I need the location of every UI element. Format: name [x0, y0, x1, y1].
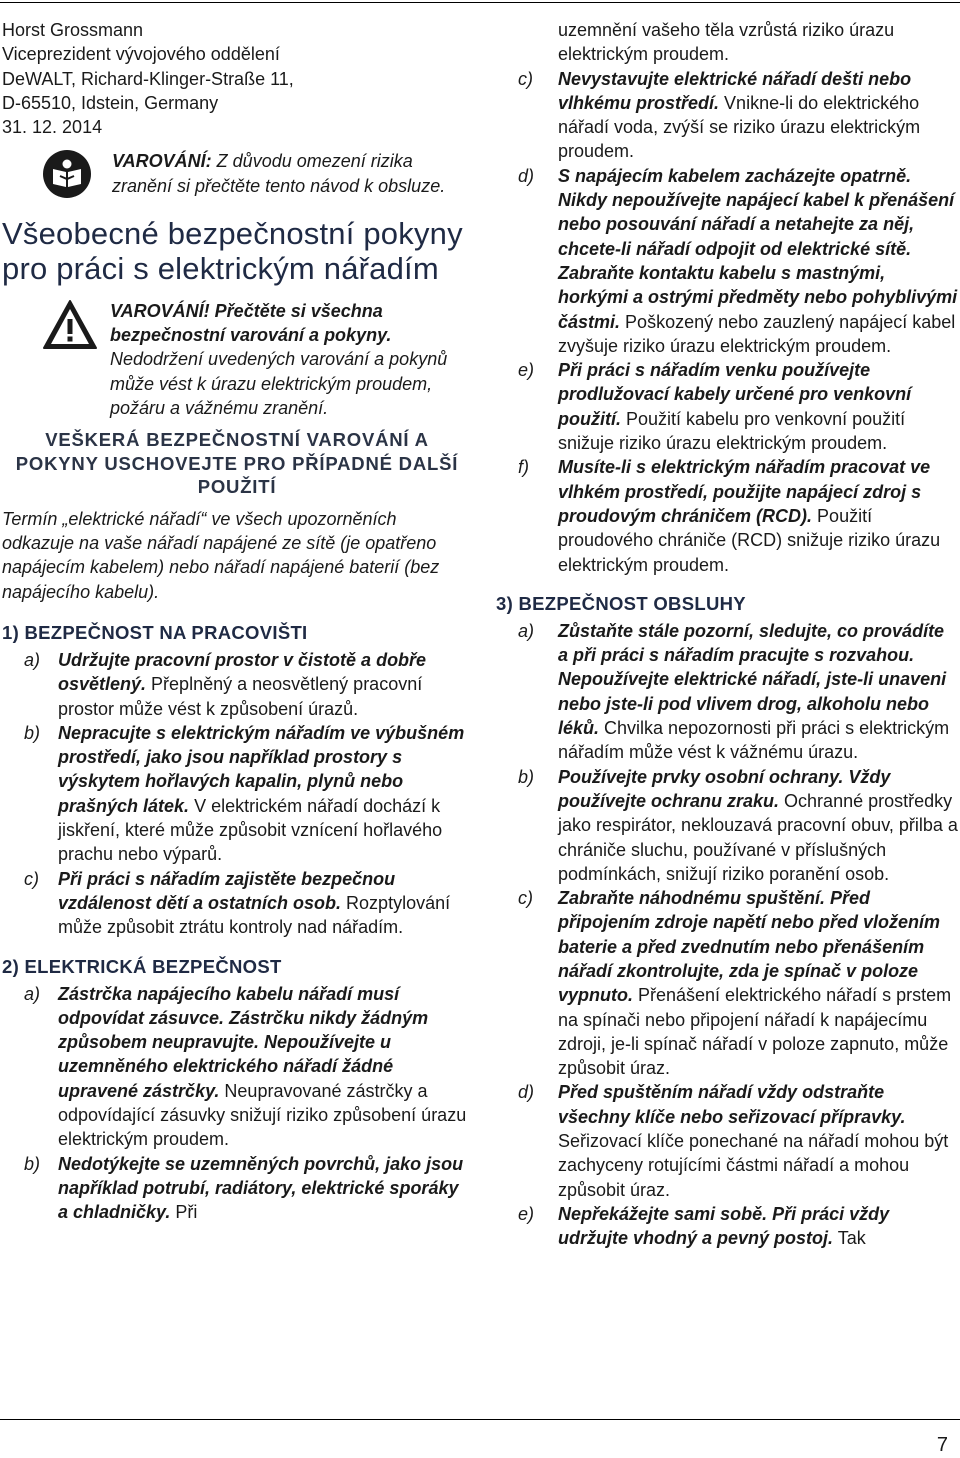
item-label: e)	[518, 360, 535, 381]
item-text: Přeplněný a neosvětlený pracovní prostor může vést k způsobení úrazů.	[58, 674, 423, 719]
item-text: Poškozený nebo zauzlený napájecí kabel zvyšuje riziko úrazu elektrickým proudem.	[558, 311, 956, 356]
list-item	[2, 1152, 472, 1225]
item-text: Tak	[833, 1228, 866, 1249]
item-bold: Před spuštěním nářadí vždy odstraňte všechny klíče nebo seřizovací přípravky.	[558, 1082, 906, 1127]
list-item	[2, 867, 472, 940]
section-work-area	[2, 648, 472, 940]
item-bold: Používejte prvky osobní ochrany. Vždy používejte ochranu zraku.	[558, 766, 891, 811]
item-label: a)	[24, 983, 41, 1004]
left-column	[2, 18, 472, 1224]
general-warning-text	[110, 299, 472, 420]
list-item	[496, 765, 958, 886]
list-item	[496, 1202, 958, 1251]
signatory-name: Horst Grossmann	[2, 20, 144, 40]
page-title: Všeobecné bezpečnostní pokyny pro práci s elektrickým nářadím	[2, 215, 463, 287]
list-item	[496, 455, 958, 576]
item-text: Chvilka nepozornosti při práci s elektrickým nářadím může vést k vážnému úrazu.	[558, 718, 950, 763]
item-text: V elektrickém nářadí dochází k jiskření, které může způsobit vznícení hořlavého prachu nebo výparů.	[58, 795, 443, 865]
item-bold: Při práci s nářadím zajistěte bezpečnou vzdálenost dětí a ostatních osob.	[58, 868, 396, 913]
item-label: c)	[24, 868, 39, 889]
item-label: a)	[24, 649, 41, 670]
item-text: Použití proudového chrániče (RCD) snižuje riziko úrazu elektrickým proudem.	[558, 505, 941, 575]
item-label: a)	[518, 620, 535, 641]
read-manual-icon	[42, 149, 92, 205]
section-electrical-continued	[496, 67, 958, 577]
item-text: Neupravované zástrčky a odpovídající zásuvky snižují riziko způsobení úrazu elektrickým proudem.	[58, 1080, 467, 1150]
item-bold: S napájecím kabelem zacházejte opatrně. Nikdy nepoužívejte napájecí kabel k přenášení nebo posouvání nářadí a netahejte za něj, chcete-li nářadí odpojit od elektrické sítě. Zabraňte kontaktu kabelu s mastnými, horkými a ostrými předměty nebo pohyblivými částmi.	[558, 165, 958, 332]
list-item	[496, 619, 958, 765]
general-warning	[2, 299, 472, 420]
list-item	[496, 67, 958, 164]
item-text: Vnikne-li do elektrického nářadí voda, zvýší se riziko úrazu elektrickým proudem.	[558, 92, 921, 162]
term-definition: Termín „elektrické nářadí“ ve všech upozorněních odkazuje na vaše nářadí napájené ze sítě (je opatřeno napájecím kabelem) nebo nářadí napájené baterií (bez napájecího kabelu).	[2, 508, 440, 602]
right-column	[496, 18, 958, 1251]
warning-triangle-icon	[42, 299, 98, 357]
signatory-title: Viceprezident vývojového oddělení	[2, 44, 280, 65]
section-work-area-title: 1) BEZPEČNOST NA PRACOVIŠTI	[2, 621, 308, 643]
item-label: c)	[518, 888, 533, 909]
item-label: d)	[518, 165, 535, 186]
list-item	[496, 164, 958, 358]
item-label: d)	[518, 1082, 535, 1103]
item-bold: Udržujte pracovní prostor v čistotě a dobře osvětlený.	[58, 649, 427, 695]
read-manual-text	[112, 149, 472, 198]
item-label: b)	[24, 722, 41, 743]
declaration-signatory	[2, 18, 472, 139]
item-text: Ochranné prostředky jako respirátor, neklouzavá pracovní obuv, přilba a chrániče sluchu, používané v příslušných podmínkách, snižují riziko poranění osob.	[558, 790, 958, 884]
section-personal-safety-title: 3) BEZPEČNOST OBSLUHY	[496, 592, 746, 614]
page-number: 7	[936, 1434, 948, 1456]
signatory-date: 31. 12. 2014	[2, 117, 103, 138]
warning-text: Nedodržení uvedených varování a pokynů může vést k úrazu elektrickým proudem, požáru a vážnému zranění.	[110, 349, 448, 418]
item-bold: Musíte-li s elektrickým nářadím pracovat ve vlhkém prostředí, použijte napájecí zdroj s proudovým chráničem (RCD).	[558, 457, 931, 526]
item-text: Použití kabelu pro venkovní použití snižuje riziko úrazu elektrickým proudem.	[558, 408, 906, 454]
read-manual-warning	[2, 149, 472, 205]
item-label: f)	[518, 457, 529, 478]
item-text: Přenášení elektrického nářadí s prstem na spínači nebo připojení nářadí k napájecímu zdroji, je-li spínač nářadí v poloze zapnuto, může způsobit úraz.	[558, 985, 952, 1079]
item-bold: Nevystavujte elektrické nářadí dešti nebo vlhkému prostředí.	[558, 68, 912, 113]
section-electrical-title: 2) ELEKTRICKÁ BEZPEČNOST	[2, 955, 282, 977]
list-item	[496, 886, 958, 1080]
top-rule	[0, 2, 960, 3]
list-item	[2, 982, 472, 1152]
warning-text: Z důvodu omezení rizika zranění si přečtěte tento návod k obsluze.	[112, 151, 446, 196]
signatory-city: D-65510, Idstein, Germany	[2, 92, 219, 113]
item-bold: Nepřekážejte sami sobě. Při práci vždy udržujte vhodný a pevný postoj.	[558, 1203, 890, 1249]
item-label: b)	[24, 1153, 41, 1174]
item-bold: Nedotýkejte se uzemněných povrchů, jako jsou například potrubí, radiátory, elektrické sporáky a chladničky.	[58, 1153, 464, 1223]
item-bold: Zástrčka napájecího kabelu nářadí musí odpovídat zásuvce. Zástrčku nikdy žádným způsobem neupravujte. Nepoužívejte u uzemněného elektrického nářadí žádné upravené zástrčky.	[58, 983, 429, 1101]
list-item	[2, 648, 472, 721]
item-label: b)	[518, 766, 535, 787]
warning-label: VAROVÁNÍ:	[112, 151, 212, 172]
item-bold: Zůstaňte stále pozorní, sledujte, co provádíte a při práci s nářadím pracujte s rozvahou. Nepoužívejte elektrické nářadí, jste-li unaveni nebo jste-li pod vlivem drog, alkoholu nebo léků.	[558, 620, 947, 739]
keep-instructions-heading: VEŠKERÁ BEZPEČNOSTNÍ VAROVÁNÍ A POKYNY USCHOVEJTE PRO PŘÍPADNÉ DALŠÍ POUŽITÍ	[15, 429, 459, 498]
bottom-rule	[0, 1419, 960, 1420]
item-bold: Zabraňte náhodnému spuštění. Před připojením zdroje napětí nebo před vložením baterie a před zvednutím nebo přenášením nářadí zkontrolujte, zda je spínač v poloze vypnuto.	[558, 888, 941, 1006]
signatory-company: DeWALT, Richard-Klinger-Straße 11,	[2, 68, 294, 89]
item-text: Seřizovací klíče ponechané na nářadí mohou být zachyceny rotujícími částmi nářadí a mohou způsobit úraz.	[558, 1131, 949, 1200]
item-text: Při	[170, 1202, 198, 1223]
continued-text: uzemnění vašeho těla vzrůstá riziko úrazu elektrickým proudem.	[558, 20, 895, 65]
warning-bold-text: Přečtěte si všechna bezpečnostní varování a pokyny.	[110, 300, 392, 346]
item-label: c)	[518, 68, 533, 89]
list-item	[2, 721, 472, 867]
section-personal-safety	[496, 619, 958, 1251]
warning-label: VAROVÁNÍ!	[110, 300, 210, 321]
list-item	[496, 358, 958, 455]
section-electrical	[2, 982, 472, 1225]
item-label: e)	[518, 1203, 535, 1224]
item-bold: Nepracujte s elektrickým nářadím ve výbušném prostředí, jako jsou například prostory s výskytem hořlavých kapalin, plynů nebo prašných látek.	[58, 722, 465, 816]
item-bold: Při práci s nářadím venku používejte prodlužovací kabely určené pro venkovní použití.	[558, 360, 912, 429]
item-text: Rozptylování může způsobit ztrátu kontroly nad nářadím.	[58, 892, 451, 938]
list-item	[496, 1080, 958, 1201]
